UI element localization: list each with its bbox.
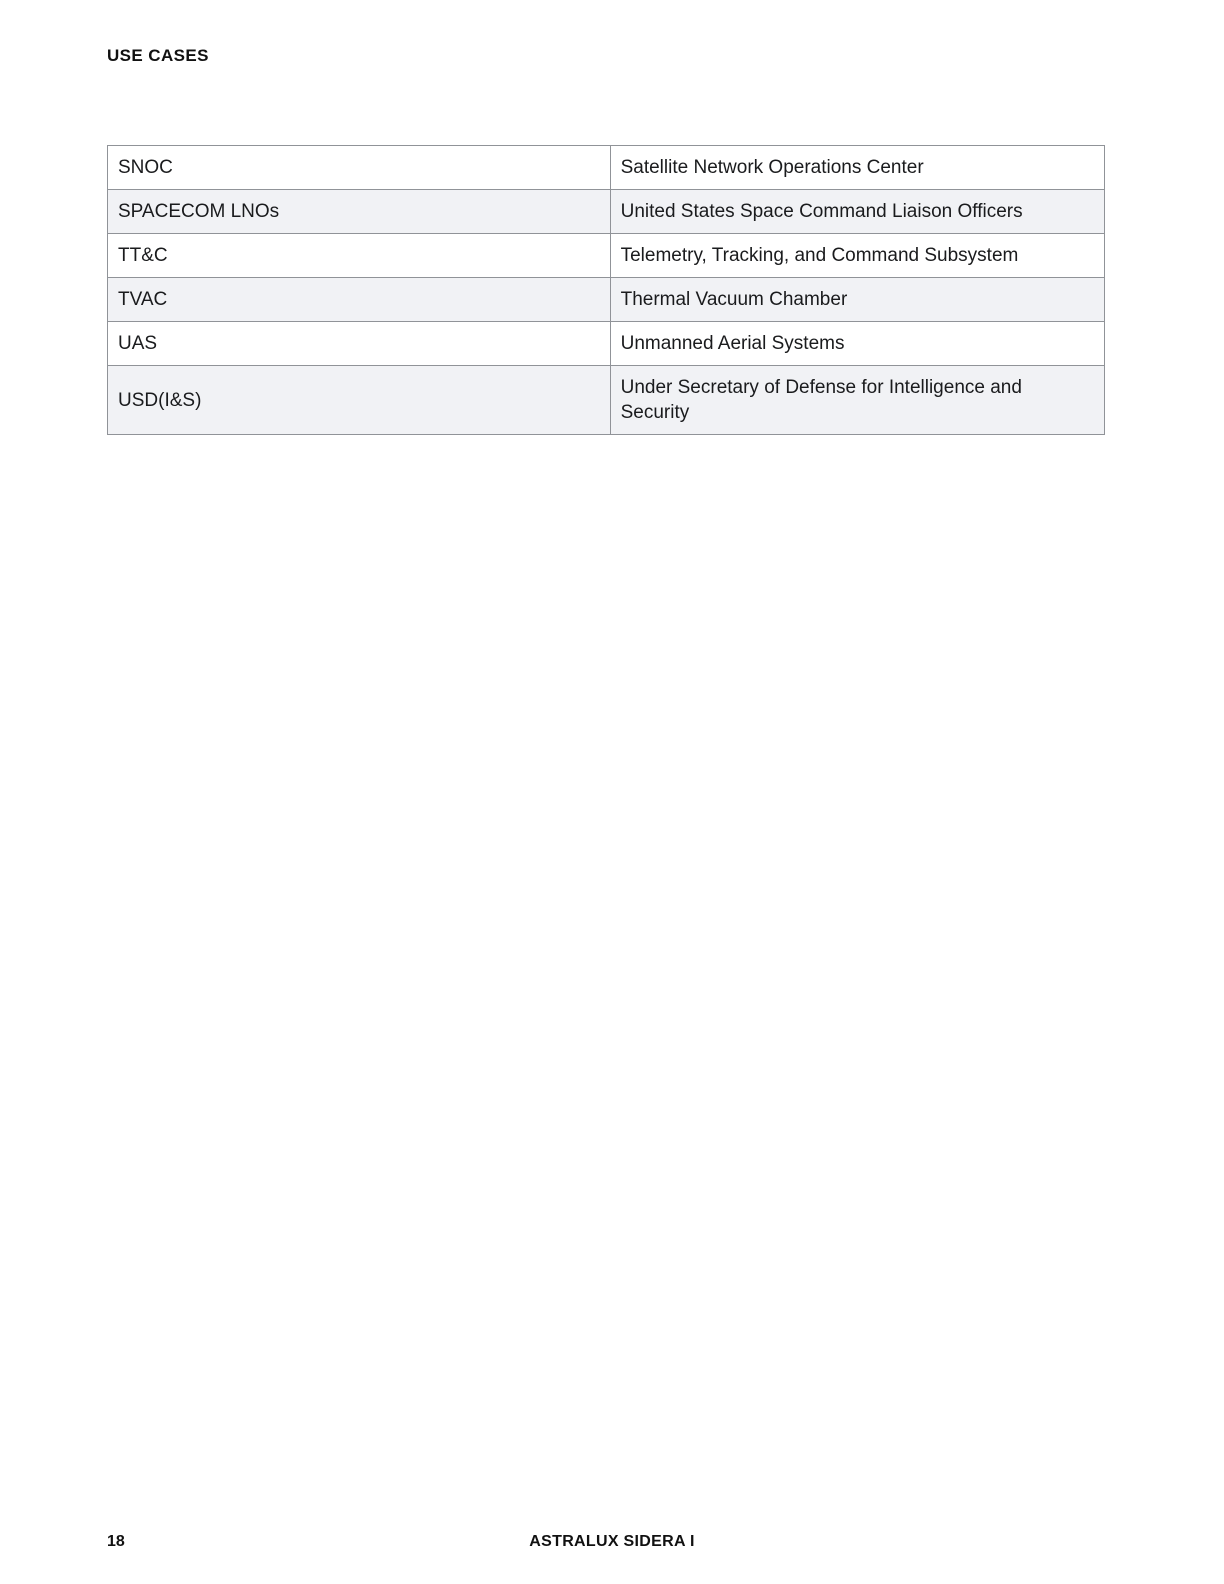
definition-cell: United States Space Command Liaison Officers — [610, 190, 1104, 234]
acronym-cell: USD(I&S) — [108, 366, 611, 435]
page-number: 18 — [107, 1533, 125, 1550]
page-header: USE CASES — [107, 46, 209, 65]
page-footer — [0, 1533, 1224, 1555]
acronym-cell: UAS — [108, 322, 611, 366]
acronym-cell: TVAC — [108, 278, 611, 322]
acronym-cell: SPACECOM LNOs — [108, 190, 611, 234]
table-row — [108, 366, 1105, 435]
acronym-table — [107, 145, 1105, 435]
definition-cell: Unmanned Aerial Systems — [610, 322, 1104, 366]
acronym-cell: SNOC — [108, 146, 611, 190]
definition-cell: Thermal Vacuum Chamber — [610, 278, 1104, 322]
table-row — [108, 146, 1105, 190]
definition-cell: Telemetry, Tracking, and Command Subsystem — [610, 234, 1104, 278]
table-row — [108, 322, 1105, 366]
definition-cell: Satellite Network Operations Center — [610, 146, 1104, 190]
footer-doc-title: ASTRALUX SIDERA I — [529, 1533, 695, 1550]
table-row — [108, 190, 1105, 234]
definition-cell: Under Secretary of Defense for Intelligence and Security — [610, 366, 1104, 435]
acronym-cell: TT&C — [108, 234, 611, 278]
table-row — [108, 278, 1105, 322]
table-row — [108, 234, 1105, 278]
